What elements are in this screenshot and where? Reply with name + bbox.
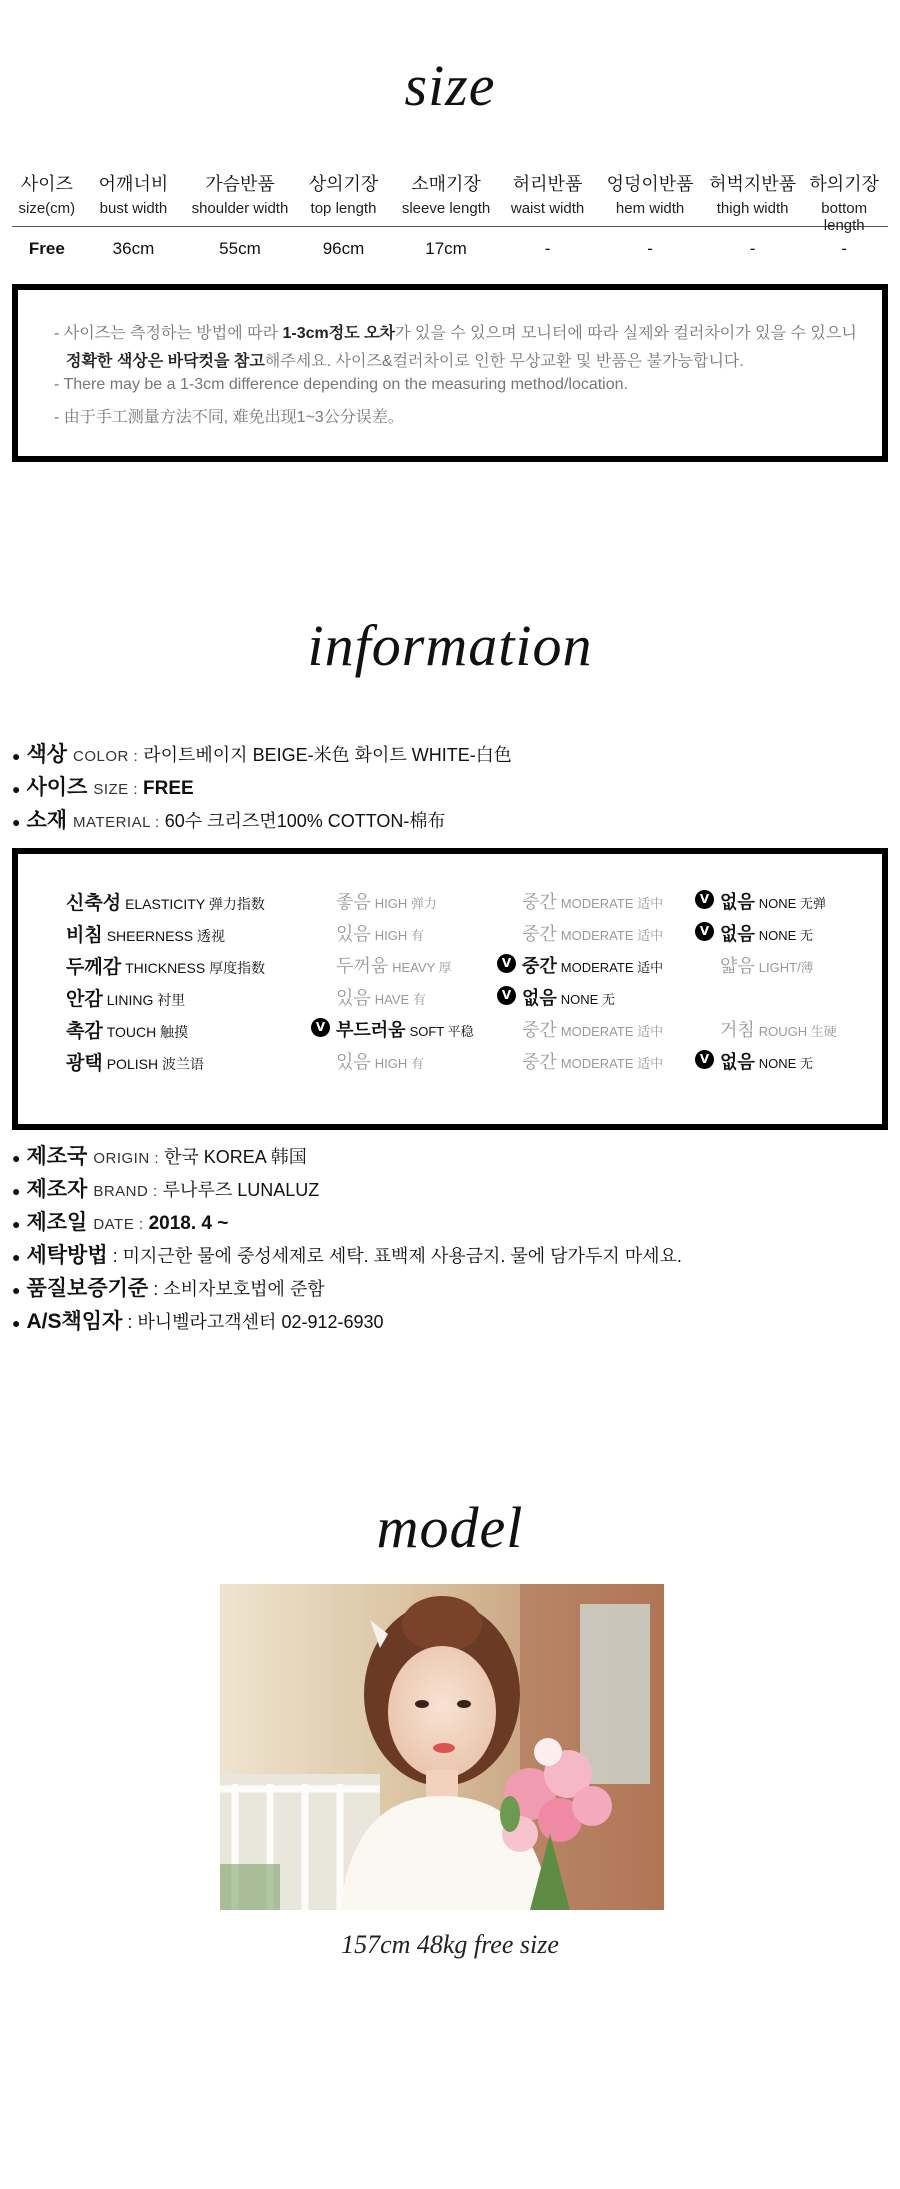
bullet-icon: ● [12,813,21,830]
property-option-selected [699,1048,813,1074]
info-value: 60수 크리즈면100% COTTON-棉布 [164,811,446,831]
option-ko: 있음 [336,988,371,1008]
size-note-1 [54,320,857,343]
info-value: 라이트베이지 BEIGE-米色 화이트 WHITE-白色 [143,745,512,765]
size-cell: Free [28,239,65,258]
size-header-cell [500,170,596,226]
option-ko: 얇음 [720,956,755,976]
property-name-en: ELASTICITY 弹力指数 [125,896,265,912]
option-ko: 중간 [522,892,557,912]
bullet-icon: ● [12,1215,21,1232]
size-cell: - [749,239,756,258]
info-value: 루나루즈 LUNALUZ [162,1180,320,1200]
property-name-ko: 신축성 [66,893,122,914]
property-option-selected [501,952,664,978]
size-header-en: top length [310,200,377,217]
property-option-selected [501,984,615,1010]
property-name [66,888,265,915]
size-header-cell [392,170,500,226]
property-option [336,952,452,978]
property-name [66,1048,204,1075]
property-option [336,984,426,1010]
size-header-en: sleeve length [401,200,491,217]
option-en: HIGH 有 [374,928,424,943]
option-en: MODERATE 适中 [560,960,664,975]
option-en: LIGHT/薄 [758,960,814,975]
info-line [12,771,194,801]
info-sublabel: SIZE : [93,781,139,798]
info-value: : 바니벨라고객센터 02-912-6930 [127,1312,384,1332]
info-value: 2018. 4 ~ [148,1213,229,1234]
property-option [522,1016,663,1042]
info-value: : 미지근한 물에 중성세제로 세탁. 표백제 사용금지. 물에 담가두지 마세요. [112,1246,682,1266]
property-row [66,1016,866,1046]
size-header-cell [595,170,705,226]
size-note-english: - There may be a 1-3cm difference depending on the measuring method/location. [54,376,628,393]
info-sublabel: MATERIAL : [73,814,160,831]
note-emphasis: 1-3cm정도 오차 [282,325,396,342]
size-header-ko: 엉덩이반품 [606,174,694,194]
option-en: MODERATE 适中 [560,928,664,943]
model-photo [220,1584,664,1910]
property-name-en: SHEERNESS 透视 [106,928,225,944]
size-cell: - [647,239,653,258]
size-header-ko: 허벅지반품 [709,174,797,194]
info-label: 소재 [26,809,68,832]
size-header-cell [12,170,82,226]
size-cell: 36cm [112,239,155,258]
option-ko: 없음 [720,1052,755,1072]
info-label: 세탁방법 [26,1244,108,1267]
property-row [66,984,866,1014]
option-en: HEAVY 厚 [392,960,452,975]
info-line [12,1239,682,1269]
property-row [66,1048,866,1078]
property-name-ko: 비침 [66,925,103,946]
property-option-selected [699,920,813,946]
property-name [66,1016,188,1043]
property-row [66,952,866,982]
property-name-en: POLISH 波兰语 [106,1056,204,1072]
option-ko: 부드러움 [336,1020,406,1040]
property-name-ko: 두께감 [66,957,122,978]
size-header-cell [295,170,393,226]
size-cell: - [544,239,551,258]
option-ko: 있음 [336,924,371,944]
size-note-chinese: - 由于手工测量方法不同, 难免出现1~3公分误差。 [54,409,404,426]
info-sublabel: COLOR : [73,748,139,765]
info-label: 색상 [26,743,68,766]
property-name-en: LINING 衬里 [106,992,186,1008]
property-row [66,920,866,950]
size-header-ko: 가슴반품 [205,174,275,194]
size-notice-box [12,284,888,462]
property-row [66,888,866,918]
size-header-cell [185,170,295,226]
bullet-icon: ● [12,1314,21,1331]
option-en: HAVE 有 [374,992,426,1007]
size-header-ko: 허리반품 [512,174,583,194]
option-en: HIGH 弹力 [374,896,437,911]
property-option [522,1048,663,1074]
size-header-ko: 사이즈 [20,174,73,194]
property-option [336,1048,424,1074]
check-circle-icon: V [497,986,516,1005]
property-option-selected [315,1016,474,1042]
bullet-icon: ● [12,1149,21,1166]
property-option [522,888,663,914]
model-title: model [376,1495,524,1560]
option-en: MODERATE 适中 [560,1024,664,1039]
check-circle-icon: V [695,922,714,941]
option-ko: 없음 [522,988,557,1008]
info-line [12,738,512,768]
option-ko: 두꺼움 [336,956,389,976]
size-header-cell [82,170,186,226]
size-header-ko: 상의기장 [308,174,379,194]
size-header-ko: 하의기장 [809,174,879,194]
option-en: MODERATE 适中 [560,896,664,911]
option-en: SOFT 平稳 [409,1024,474,1039]
info-line [12,1140,307,1170]
size-header-en: size(cm) [18,200,76,217]
size-table-header [12,170,888,234]
option-ko: 거침 [720,1020,755,1040]
check-circle-icon: V [695,890,714,909]
info-line [12,1206,228,1236]
size-header-en: bottom length [821,200,868,234]
size-header-cell [705,170,801,226]
info-label: A/S책임자 [26,1310,123,1333]
property-name [66,984,185,1011]
size-header-en: thigh width [716,200,789,217]
note-text: 가 있을 수 있으며 모니터에 따라 실제와 컬러차이가 있을 수 있으니 [395,325,857,342]
size-note-2 [66,348,744,371]
bullet-icon: ● [12,780,21,797]
info-line [12,1305,384,1335]
info-line [12,1272,325,1302]
size-table-row [12,227,888,271]
note-text: 해주세요. 사이즈&컬러차이로 인한 무상교환 및 반품은 불가능합니다. [264,353,744,370]
information-title: information [307,613,593,678]
option-ko: 중간 [522,1052,557,1072]
property-name-en: TOUCH 触摸 [106,1024,189,1040]
info-label: 사이즈 [26,776,88,799]
info-sublabel: BRAND : [93,1183,158,1200]
option-ko: 중간 [522,1020,557,1040]
size-cell: - [841,239,848,258]
size-cell: 96cm [322,239,365,258]
bullet-icon: ● [12,1248,21,1265]
option-en: NONE 无弹 [758,896,826,911]
option-ko: 중간 [522,924,557,944]
info-sublabel: DATE : [93,1216,144,1233]
size-cell: 17cm [425,239,467,258]
option-en: ROUGH 生硬 [758,1024,837,1039]
property-option [720,952,814,978]
info-value: FREE [143,778,194,799]
size-header-ko: 소매기장 [411,174,481,194]
bullet-icon: ● [12,747,21,764]
option-ko: 중간 [522,956,557,976]
option-en: NONE 无 [758,928,813,943]
info-label: 제조일 [26,1211,88,1234]
property-name-en: THICKNESS 厚度指数 [125,960,266,976]
property-name-ko: 광택 [66,1053,103,1074]
bullet-icon: ● [12,1281,21,1298]
model-caption: 157cm 48kg free size [341,1930,559,1959]
option-en: HIGH 有 [374,1056,424,1071]
note-text: - 사이즈는 측정하는 방법에 따라 [54,325,283,342]
property-name [66,952,265,979]
info-value: 한국 KOREA 韩国 [164,1147,307,1167]
property-option [522,920,663,946]
note-emphasis: 정확한 색상은 바닥컷을 참고 [66,353,265,370]
info-line [12,1173,319,1203]
option-ko: 없음 [720,892,755,912]
model-photo-illustration [220,1584,664,1910]
info-label: 제조국 [26,1145,88,1168]
fabric-properties-box [12,848,888,1130]
option-ko: 있음 [336,1052,371,1072]
option-ko: 좋음 [336,892,371,912]
option-en: NONE 无 [758,1056,813,1071]
bullet-icon: ● [12,1182,21,1199]
property-option [720,1016,837,1042]
check-circle-icon: V [311,1018,330,1037]
size-header-en: waist width [510,200,585,217]
info-label: 제조자 [26,1178,88,1201]
property-name-ko: 촉감 [66,1021,103,1042]
check-circle-icon: V [497,954,516,973]
option-ko: 없음 [720,924,755,944]
check-circle-icon: V [695,1050,714,1069]
property-option [336,888,437,914]
property-option-selected [699,888,826,914]
option-en: MODERATE 适中 [560,1056,664,1071]
size-header-en: shoulder width [191,200,289,217]
property-name-ko: 안감 [66,989,103,1010]
size-title: size [404,53,496,118]
info-sublabel: ORIGIN : [93,1150,159,1167]
info-label: 품질보증기준 [26,1277,149,1300]
size-cell: 55cm [219,239,261,258]
size-header-en: hem width [615,200,685,217]
property-name [66,920,225,947]
size-header-ko: 어깨너비 [98,174,169,194]
info-value: : 소비자보호법에 준함 [153,1279,325,1299]
size-table [12,170,888,271]
size-header-en: bust width [99,200,168,217]
option-en: NONE 无 [560,992,615,1007]
property-option [336,920,424,946]
size-header-cell [800,170,888,234]
info-line [12,804,445,834]
